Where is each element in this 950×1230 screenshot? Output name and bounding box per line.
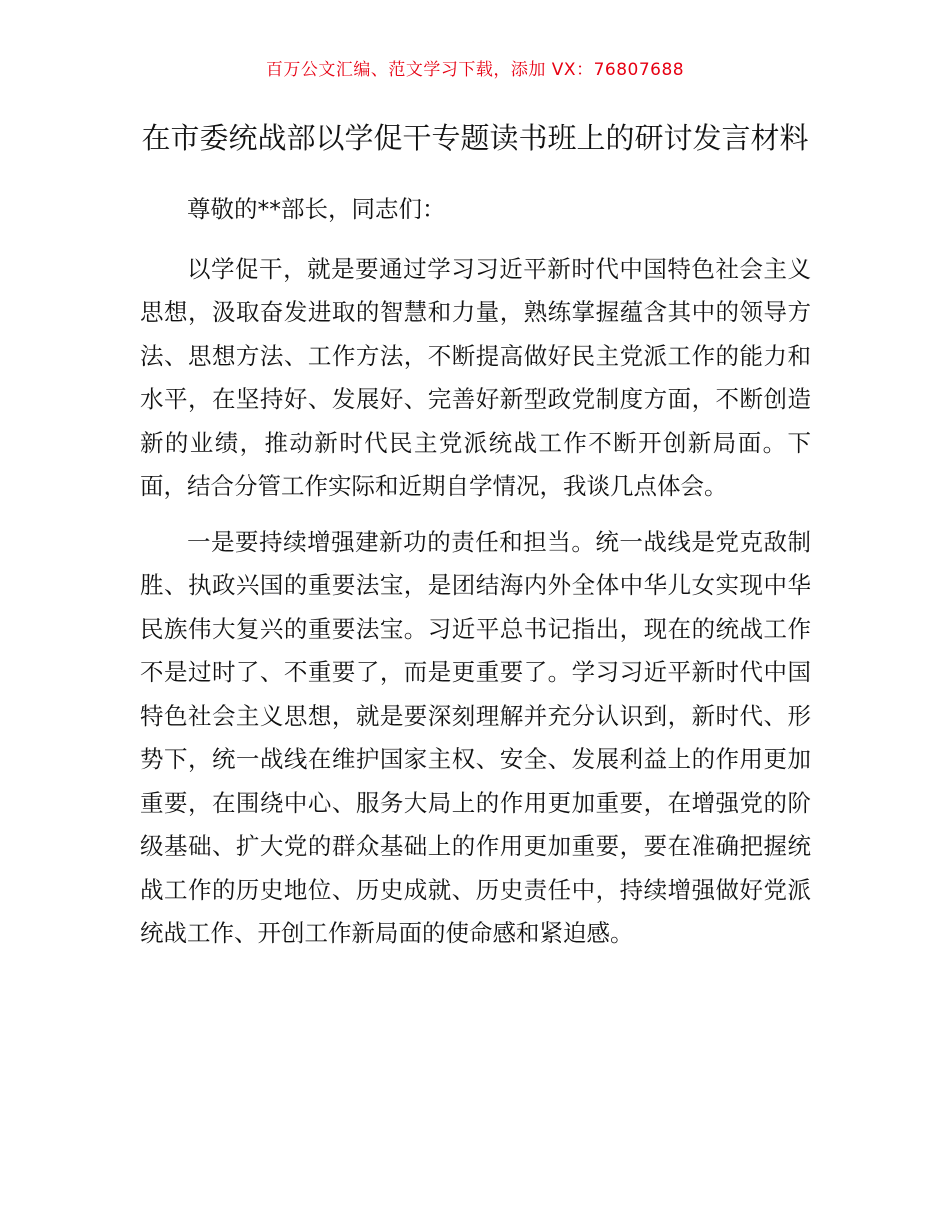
document-title: 在市委统战部以学促干专题读书班上的研讨发言材料 bbox=[141, 121, 809, 155]
document-body bbox=[140, 188, 811, 960]
watermark-banner: 百万公文汇编、范文学习下载，添加 VX：76807688 bbox=[265, 60, 685, 80]
body-paragraph: 一是要持续增强建新功的责任和担当。统一战线是党克敌制胜、执政兴国的重要法宝，是团结海内外全体中华儿女实现中华民族伟大复兴的重要法宝。习近平总书记指出，现在的统战工作不是过时了、不重要了，而是更重要了。学习习近平新时代中国特色社会主义思想，就是要深刻理解并充分认识到，新时代、形势下，统一战线在维护国家主权、安全、发展利益上的作用更加重要，在围绕中心、服务大局上的作用更加重要，在增强党的阶级基础、扩大党的群众基础上的作用更加重要，要在准确把握统战工作的历史地位、历史成就、历史责任中，持续增强做好党派统战工作、开创工作新局面的使命感和紧迫感。 bbox=[140, 527, 811, 947]
greeting-line: 尊敬的**部长，同志们： bbox=[187, 195, 446, 223]
body-paragraph: 以学促干，就是要通过学习习近平新时代中国特色社会主义思想，汲取奋发进取的智慧和力量，熟练掌握蕴含其中的领导方法、思想方法、工作方法，不断提高做好民主党派工作的能力和水平，在坚持好、发展好、完善好新型政党制度方面，不断创造新的业绩，推动新时代民主党派统战工作不断开创新局面。下面，结合分管工作实际和近期自学情况，我谈几点体会。 bbox=[140, 254, 811, 500]
